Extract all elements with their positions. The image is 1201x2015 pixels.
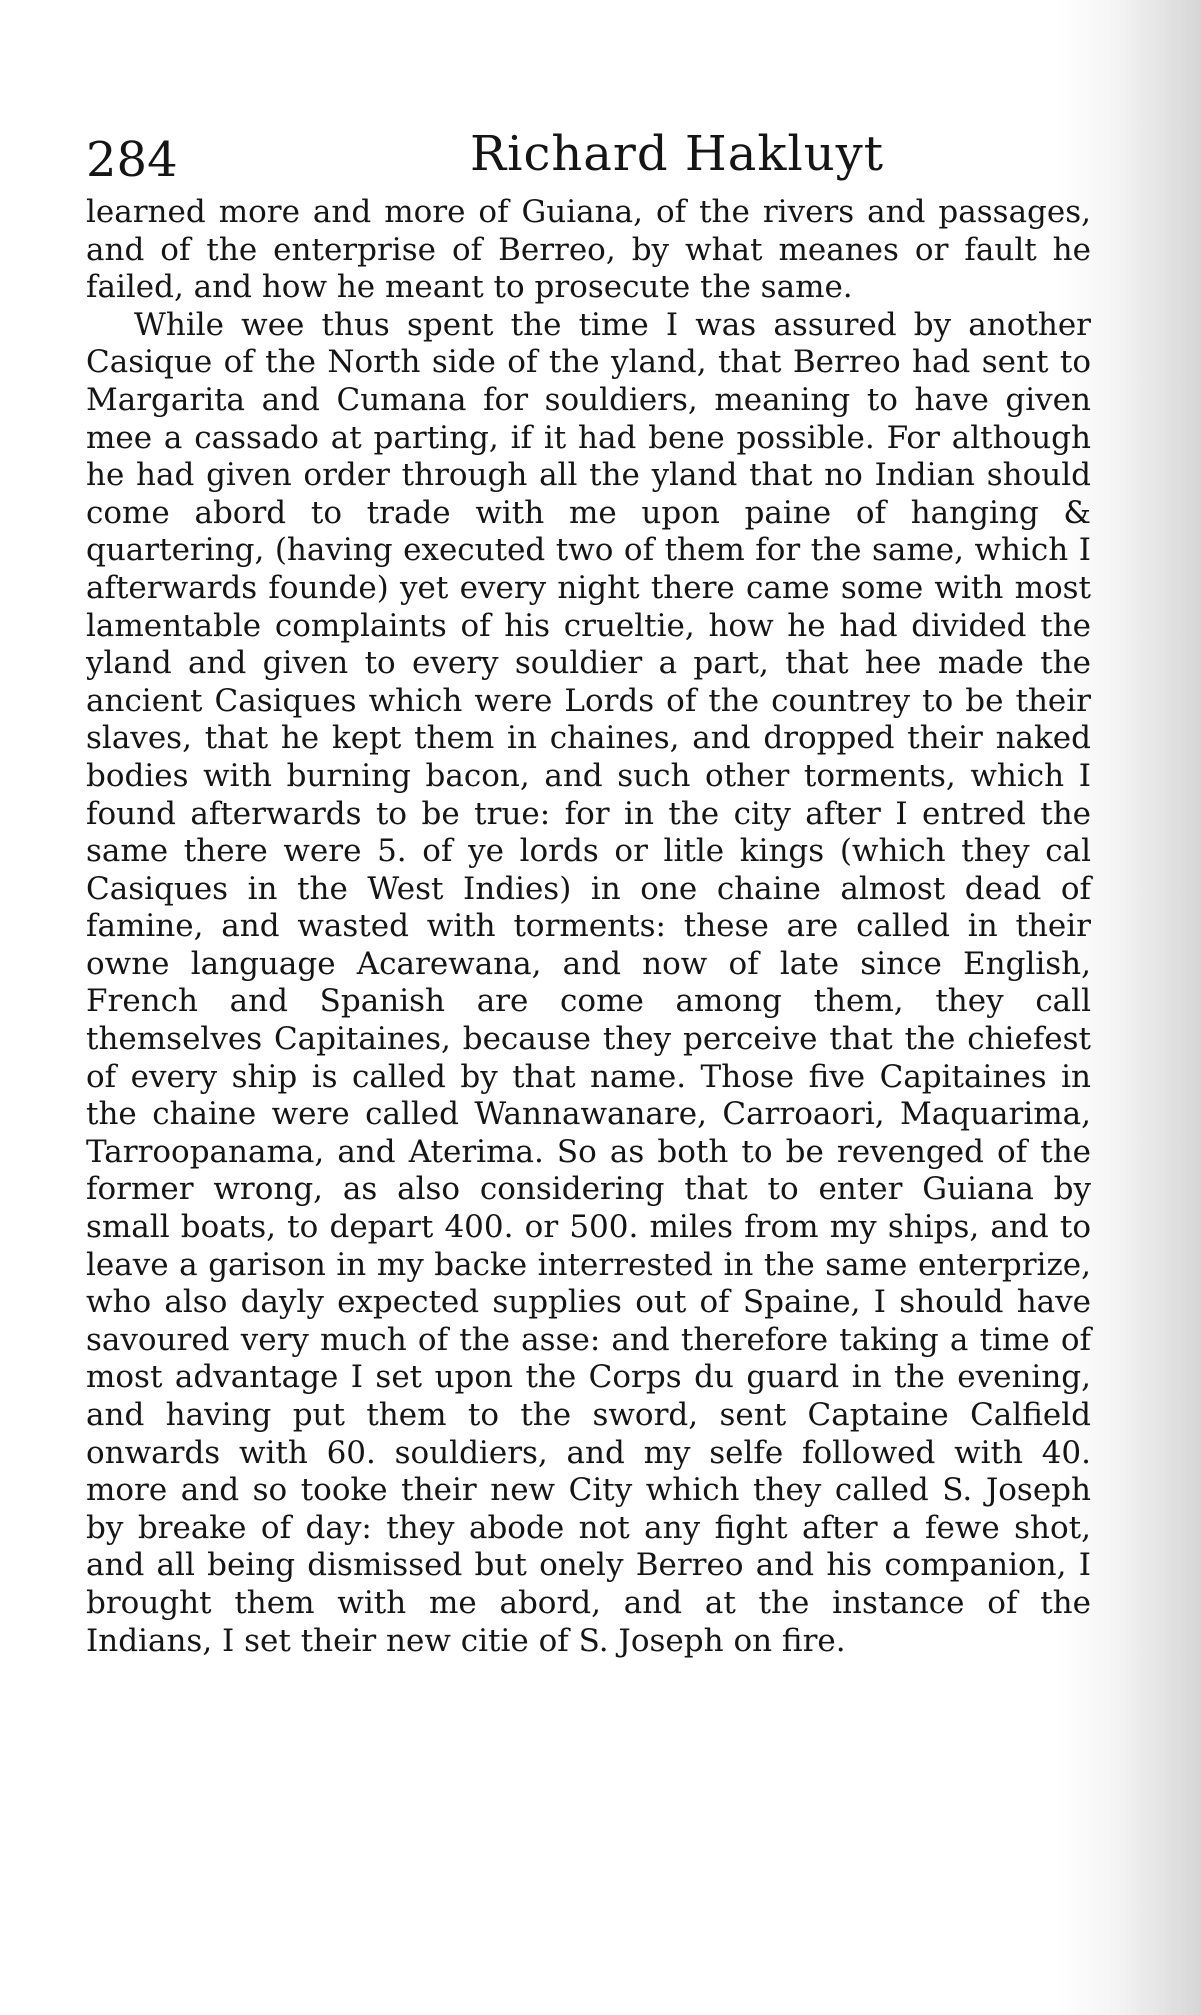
paragraph-1: learned more and more of Guiana, of the rivers and passages, and of the enterprise of Berreo, by what meanes or fault he failed, and how he meant to prosecute the same. bbox=[86, 194, 1091, 306]
page-number: 284 bbox=[86, 132, 178, 188]
paragraph-2: While wee thus spent the time I was assured by another Casique of the North side of the yland, that Berreo had sent to Margarita and Cumana for souldiers, meaning to have given mee a cassado at parting, if it had bene possible. For although he had given order through all the yland that no Indian should come abord to trade with me upon paine of hanging & quartering, (having executed two of them for the same, which I afterwards founde) yet every night there came some with most lamentable complaints of his crueltie, how he had divided the yland and given to every souldier a part, that hee made the ancient Casiques which were Lords of the countrey to be their slaves, that he kept them in chaines, and dropped their naked bodies with burning bacon, and such other torments, which I found afterwards to be true: for in the city after I entred the same there were 5. of ye lords or litle kings (which they cal Casiques in the West Indies) in one chaine almost dead of famine, and wasted with torments: these are called in their owne language Acarewana, and now of late since English, French and Spanish are come among them, they call themselves Capitaines, because they perceive that the chiefest of every ship is called by that name. Those five Capitaines in the chaine were called Wannawanare, Carroaori, Maquarima, Tarroopanama, and Aterima. So as both to be revenged of the former wrong, as also considering that to enter Guiana by small boats, to depart 400. or 500. miles from my ships, and to leave a garison in my backe interrested in the same enterprize, who also dayly expected supplies out of Spaine, I should have savoured very much of the asse: and therefore taking a time of most advantage I set upon the Corps du guard in the evening, and having put them to the sword, sent Captaine Calfield onwards with 60. souldiers, and my selfe followed with 40. more and so tooke their new City which they called S. Joseph by breake of day: they abode not any fight after a fewe shot, and all being dismissed but onely Berreo and his companion, I brought them with me abord, and at the instance of the Indians, I set their new citie of S. Joseph on fire. bbox=[86, 306, 1091, 1659]
page-header bbox=[86, 118, 1091, 198]
body-text bbox=[86, 194, 1091, 1660]
running-title: Richard Hakluyt bbox=[470, 126, 885, 182]
